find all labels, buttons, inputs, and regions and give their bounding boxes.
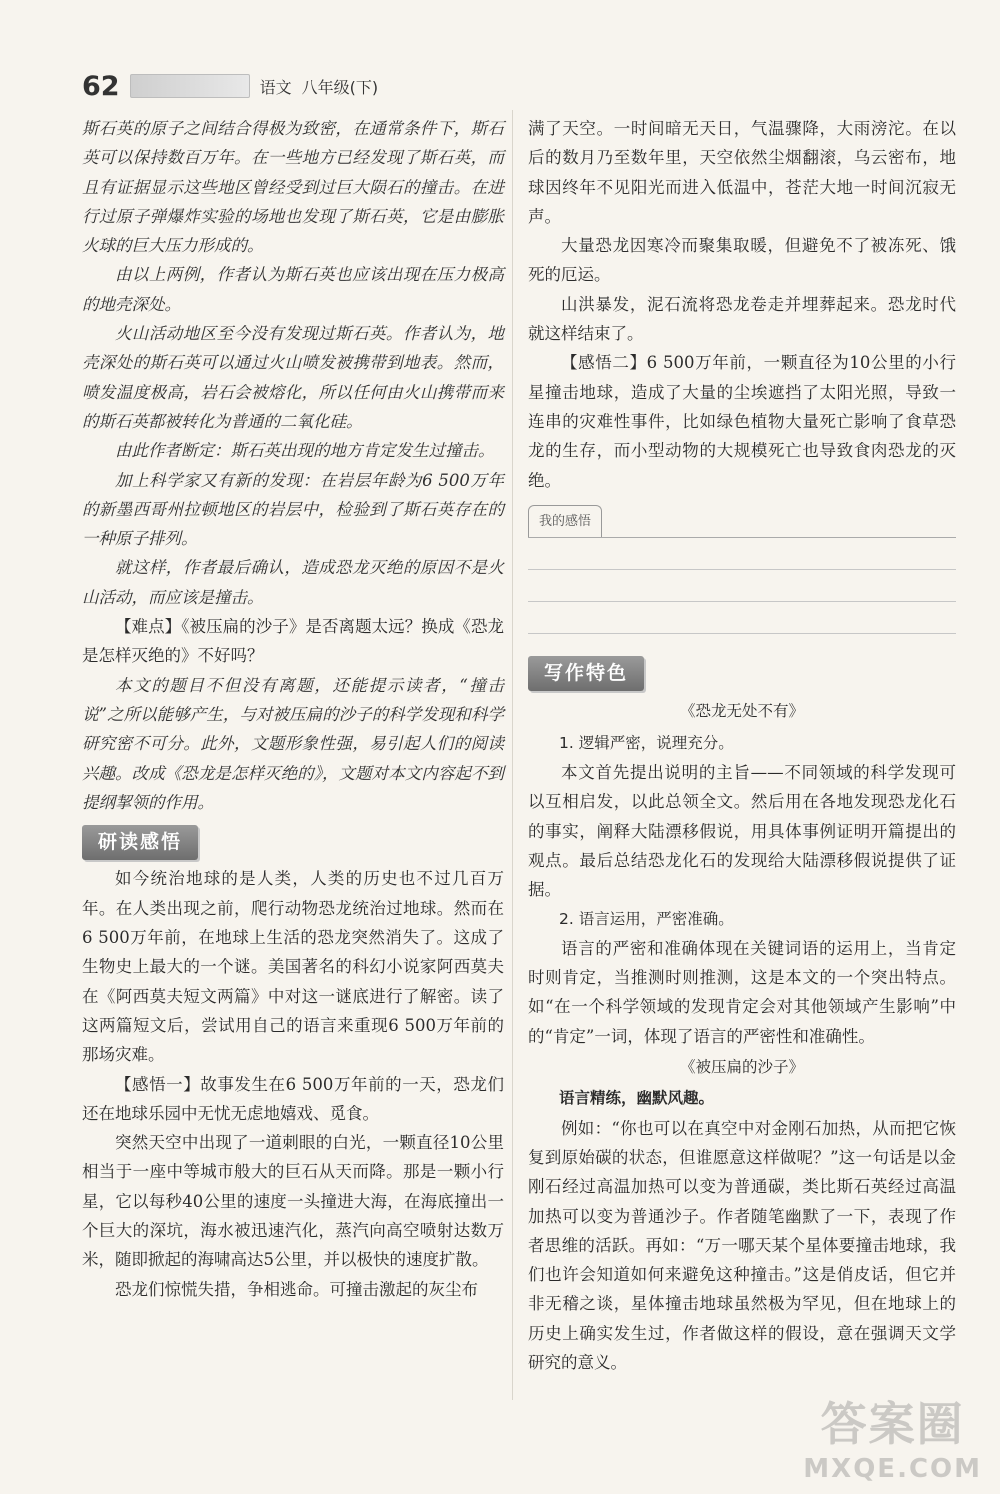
watermark-url: MXQE.COM <box>803 1454 982 1484</box>
watermark-text: 答案圈 <box>820 1397 965 1451</box>
section-title-badge: 写作特色 <box>528 656 644 691</box>
feature-point: 语言精练，幽默风趣。 <box>559 1089 715 1108</box>
site-watermark <box>803 1388 982 1484</box>
left-column <box>82 114 504 1304</box>
article-subtitle: 《被压扁的沙子》 <box>679 1058 804 1077</box>
body-paragraph: 火山活动地区至今没有发现过斯石英。作者认为，地壳深处的斯石英可以通过火山喷发被携带到地表。然而，喷发温度极高，岩石会被熔化，所以任何由火山携带而来的斯石英都被转化为普通的二氧化硅。 <box>82 324 504 431</box>
body-paragraph: 突然天空中出现了一道刺眼的白光，一颗直径10公里相当于一座中等城市般大的巨石从天而降。那是一颗小行星，它以每秒40公里的速度一头撞进大海，在海底撞出一个巨大的深坑，海水被迅速汽化，蒸汽向高空喷射达数万米，随即掀起的海啸高达5公里，并以极快的速度扩散。 <box>82 1133 504 1270</box>
column-divider <box>512 110 513 1400</box>
difficulty-question: 【难点】《被压扁的沙子》是否离题太远？换成《恐龙是怎样灭绝的》不好吗？ <box>82 617 504 666</box>
body-paragraph: 满了天空。一时间暗无天日，气温骤降，大雨滂沱。在以后的数月乃至数年里，天空依然尘烟翻滚，乌云密布，地球因终年不见阳光而进入低温中，苍茫大地一时间沉寂无声。 <box>528 119 956 226</box>
writing-line <box>528 538 956 570</box>
body-paragraph: 【感悟一】故事发生在6 500万年前的一天，恐龙们还在地球乐园中无忧无虑地嬉戏、觅食。 <box>82 1074 504 1123</box>
body-paragraph: 如今统治地球的是人类，人类的历史也不过几百万年。在人类出现之前，爬行动物恐龙统治过地球。然而在6 500万年前，在地球上生活的恐龙突然消失了。这成了生物史上最大的一个谜。美国著名的科幻小说家阿西莫夫在《阿西莫夫短文两篇》中对这一谜底进行了解密。读了这两篇短文后，尝试用自己的语言来重现6 500万年前的那场灾难。 <box>82 869 504 1065</box>
right-column <box>528 114 956 1377</box>
body-paragraph: 本文首先提出说明的主旨——不同领域的科学发现可以互相启发，以此总领全文。然后用在各地发现恐龙化石的事实，阐释大陆漂移假说，用具体事例证明开篇提出的观点。最后总结恐龙化石的发现给大陆漂移假说提供了证据。 <box>528 763 956 900</box>
article-subtitle: 《恐龙无处不有》 <box>679 702 804 721</box>
body-paragraph: 就这样，作者最后确认，造成恐龙灭绝的原因不是火山活动，而应该是撞击。 <box>82 558 504 607</box>
writing-area[interactable] <box>528 537 956 634</box>
body-paragraph: 大量恐龙因寒冷而聚集取暖，但避免不了被冻死、饿死的厄运。 <box>528 236 956 285</box>
feature-point: 2. 语言运用，严密准确。 <box>559 909 734 928</box>
body-paragraph: 由以上两例，作者认为斯石英也应该出现在压力极高的地壳深处。 <box>82 265 504 314</box>
body-paragraph: 语言的严密和准确体现在关键词语的运用上，当肯定时则肯定，当推测时则推测，这是本文的一个突出特点。如“在一个科学领域的发现肯定会对其他领域产生影响”中的“肯定”一词，体现了语言的严密性和准确性。 <box>528 938 956 1046</box>
body-paragraph: 本文的题目不但没有离题，还能提示读者，“撞击说”之所以能够产生，与对被压扁的沙子的科学发现和科学研究密不可分。此外，文题形象性强，易引起人们的阅读兴趣。改成《恐龙是怎样灭绝的》，文题对本文内容起不到提纲挈领的作用。 <box>82 675 504 812</box>
feature-point: 1. 逻辑严密，说理充分。 <box>559 733 734 752</box>
body-paragraph: 【感悟二】6 500万年前，一颗直径为10公里的小行星撞击地球，造成了大量的尘埃遮挡了太阳光照，导致一连串的灾难性事件，比如绿色植物大量死亡影响了食草恐龙的生存，而小型动物的大规模死亡也导致食肉恐龙的灭绝。 <box>528 353 956 490</box>
writing-line <box>528 570 956 602</box>
body-paragraph: 例如：“你也可以在真空中对金刚石加热，从而把它恢复到原始碳的状态，但谁愿意这样做呢？”这一句话是以金刚石经过高温加热可以变为普通碳，类比斯石英经过高温加热可以变为普通沙子。作者随笔幽默了一下，表现了作者思维的活跃。再如：“万一哪天某个星体要撞击地球，我们也许会知道如何来避免这种撞击。”这是俏皮话，但它并非无稽之谈，星体撞击地球虽然极为罕见，但在地球上的历史上确实发生过，作者做这样的假设，意在强调天文学研究的意义。 <box>528 1118 956 1372</box>
body-paragraph: 加上科学家又有新的发现：在岩层年龄为6 500万年的新墨西哥州拉顿地区的岩层中，检验到了斯石英存在的一种原子排列。 <box>82 470 504 549</box>
writing-line <box>528 602 956 634</box>
subject-label: 语文 <box>259 77 292 97</box>
grade-label: 八年级(下) <box>301 77 379 97</box>
series-logo-badge <box>130 74 250 98</box>
page-number: 62 <box>82 70 120 102</box>
body-paragraph: 山洪暴发，泥石流将恐龙卷走并埋葬起来。恐龙时代就这样结束了。 <box>528 294 956 344</box>
my-feeling-label: 我的感悟 <box>528 505 602 537</box>
page-header <box>82 68 378 104</box>
section-title-badge: 研读感悟 <box>82 825 198 860</box>
body-paragraph: 斯石英的原子之间结合得极为致密，在通常条件下，斯石英可以保持数百万年。在一些地方已经发现了斯石英，而且有证据显示这些地区曾经受到过巨大陨石的撞击。在进行过原子弹爆炸实验的场地也发现了斯石英，它是由膨胀火球的巨大压力形成的。 <box>82 119 504 256</box>
body-paragraph: 恐龙们惊慌失措，争相逃命。可撞击激起的灰尘布 <box>115 1279 478 1299</box>
body-paragraph: 由此作者断定：斯石英出现的地方肯定发生过撞击。 <box>115 441 495 461</box>
